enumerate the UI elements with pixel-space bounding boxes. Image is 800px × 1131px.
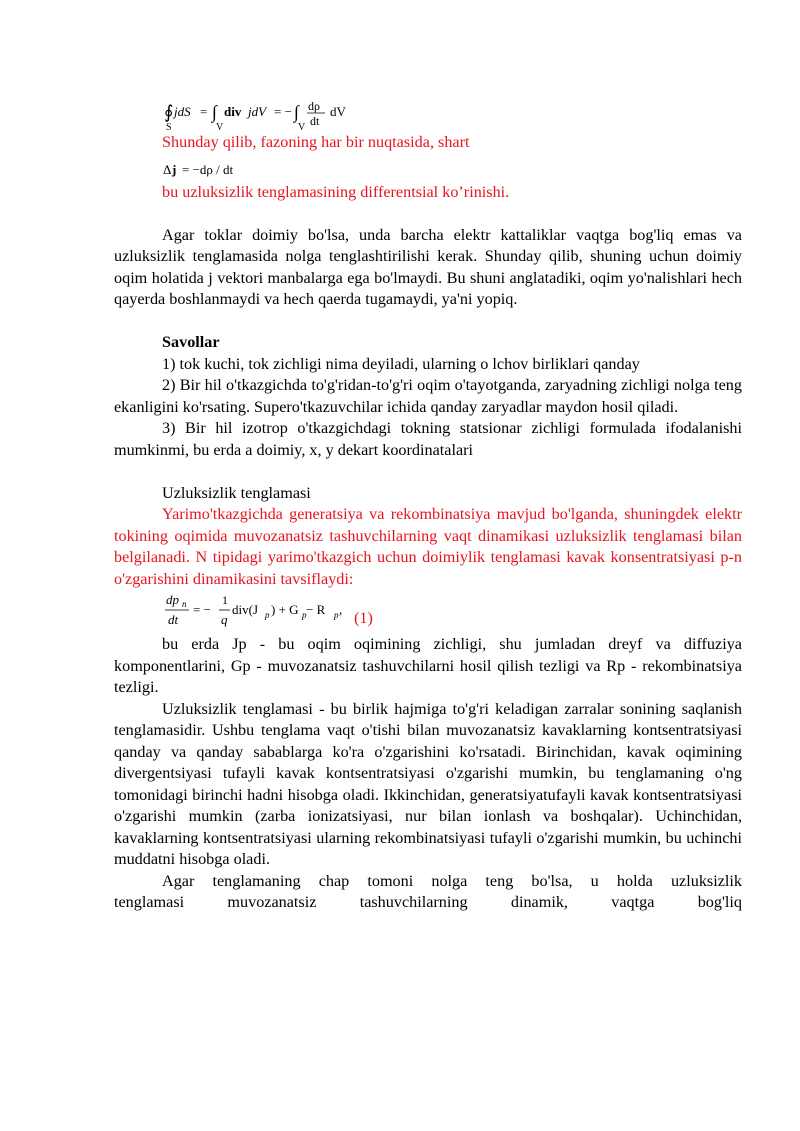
formula3-tail: , — [339, 602, 343, 617]
delta-symbol: Δ — [163, 161, 172, 177]
sub-p1: p — [265, 610, 270, 620]
equation-number: (1) — [354, 609, 373, 627]
lhs-num: dp — [166, 592, 179, 607]
svg-text:∫: ∫ — [294, 102, 299, 122]
integral-sub-s: S — [166, 122, 172, 132]
paragraph-agar: Agar toklar doimiy bo'lsa, unda barcha elektr kattaliklar vaqtga bog'liq emas va uzluksizlik tenglamasida nolga tenglashtirilishi kerak. Shunday qilib, shuning uchun doimiy oqim holatida j vektori manbalarga ega bo'lmaydi. Bu shuni anglatadiki, oqim yo'nalishlari hech qayerda boshlanmaydi va hech qaerda tugamaydi, ya'ni yopiq. — [114, 225, 742, 308]
sub-p3: p — [334, 610, 339, 620]
formula3-div: div(J — [232, 602, 258, 617]
differential-formula-svg — [162, 160, 282, 182]
formula3-g: ) + G — [271, 602, 299, 617]
lhs-sub: n — [182, 599, 187, 609]
continuity-formula — [164, 590, 742, 634]
formula3-r: − R — [306, 602, 326, 617]
svg-text:∮: ∮ — [164, 102, 174, 122]
j-symbol: j — [172, 161, 177, 177]
term-jdv: jdV — [248, 104, 267, 119]
frac-q: q — [221, 612, 228, 627]
savollar-heading: Savollar — [162, 333, 220, 351]
paragraph-red: Yarimo'tkazgichda generatsiya va rekombinatsiya mavjud bo'lganda, shuningdek elektr tokining oqimida muvozanatsiz tashuvchilarning vaqt dinamikasi uzluksizlik tenglamasi bilan belgilanadi. N tipidagi yarimo'tkazgich uchun doimiylik tenglamasi kavak konsentratsiyasi p-n o'zgarishini dinamikasini tavsiflaydi: — [114, 505, 742, 588]
section-title: Uzluksizlik tenglamasi — [162, 483, 311, 502]
frac-den: dt — [310, 114, 320, 128]
document-page — [114, 98, 742, 914]
paragraph-uzluksizlik: Uzluksizlik tenglamasi - bu birlik hajmiga to'g'ri keladigan zarralar sonining saqlanish tenglamasidir. Ushbu tenglama vaqt o'tishi bilan muvozanatsiz kavaklarning kontsentratsiyasi qanday va qanday sabablarga ko'ra o'zgarishini ko'rsatadi. Birinchidan, kavak oqimining divergentsiyasi tufayli kavak kontsentratsiyasi o'zgarishi mumkin, bu tenglamaning o'ng tomonidagi birinchi hadni hisobga oladi. Ikkinchidan, generatsiyatufayli kavak kontsentratsiyasi o'zgarishi mumkin (zarba ionizatsiyasi, nur bilan ionlash va boshqalar). Uchinchidan, kavaklarning kontsentratsiyasi ularning rekombinatsiyasi tufayli o'zgarishi mumkin, bu uchinchi muddatni hisobga oladi. — [114, 699, 742, 868]
paragraph-bu-erda: bu erda Jp - bu oqim oqimining zichligi, shu jumladan dreyf va diffuziya komponentlarini, Gp - muvozanatsiz tashuvchilarni hosil qilish tezligi va Rp - rekombinatsiya tezligi. — [114, 635, 742, 696]
sub-p2: p — [302, 610, 307, 620]
frac-one: 1 — [222, 593, 228, 607]
paragraph-last-line1: Agar tenglamaning chap tomoni nolga teng bo'lsa, u holda uzluksizlik — [162, 871, 742, 890]
question-1: 1) tok kuchi, tok zichligi nima deyiladi, ularning o lchov birliklari qanday — [162, 354, 640, 373]
line-differential: bu uzluksizlik tenglamasining differentsial ko’rinishi. — [162, 182, 510, 201]
term-dv: dV — [330, 104, 346, 119]
continuity-formula-svg — [164, 590, 364, 634]
term-jds: jdS — [174, 104, 191, 119]
question-2: 2) Bir hil o'tkazgichda to'g'ridan-to'g'ri oqim o'tayotganda, zaryadning zichligi nolga teng ekanligini ko'rsating. Supero'tkazuvchilar ichida qanday zaryadlar maydon hosil qiladi. — [114, 376, 742, 416]
equals-2: = − — [274, 104, 292, 119]
question-3: 3) Bir hil izotrop o'tkazgichdagi tokning statsionar zichligi formulada ifodalanishi mumkinmi, bu erda a doimiy, x, y dekart koordinatalari — [114, 419, 742, 459]
integral-sub-v2: V — [298, 122, 306, 132]
svg-text:∫: ∫ — [212, 102, 217, 122]
formula3-eq: = − — [193, 602, 211, 617]
differential-formula — [162, 160, 742, 182]
div-operator: div — [224, 104, 242, 119]
integral-sub-v1: V — [216, 122, 224, 132]
lhs-den: dt — [168, 612, 179, 627]
formula2-rhs: = −dρ / dt — [182, 161, 234, 177]
equals-1: = — [200, 104, 208, 119]
line-shunday: Shunday qilib, fazoning har bir nuqtasida, shart — [162, 133, 470, 151]
integral-formula — [162, 98, 742, 132]
frac-num: dρ — [308, 99, 320, 113]
paragraph-last-line2: tenglamasi muvozanatsiz tashuvchilarning dinamik, vaqtga bog'liq — [114, 893, 742, 911]
integral-formula-svg — [162, 98, 382, 132]
